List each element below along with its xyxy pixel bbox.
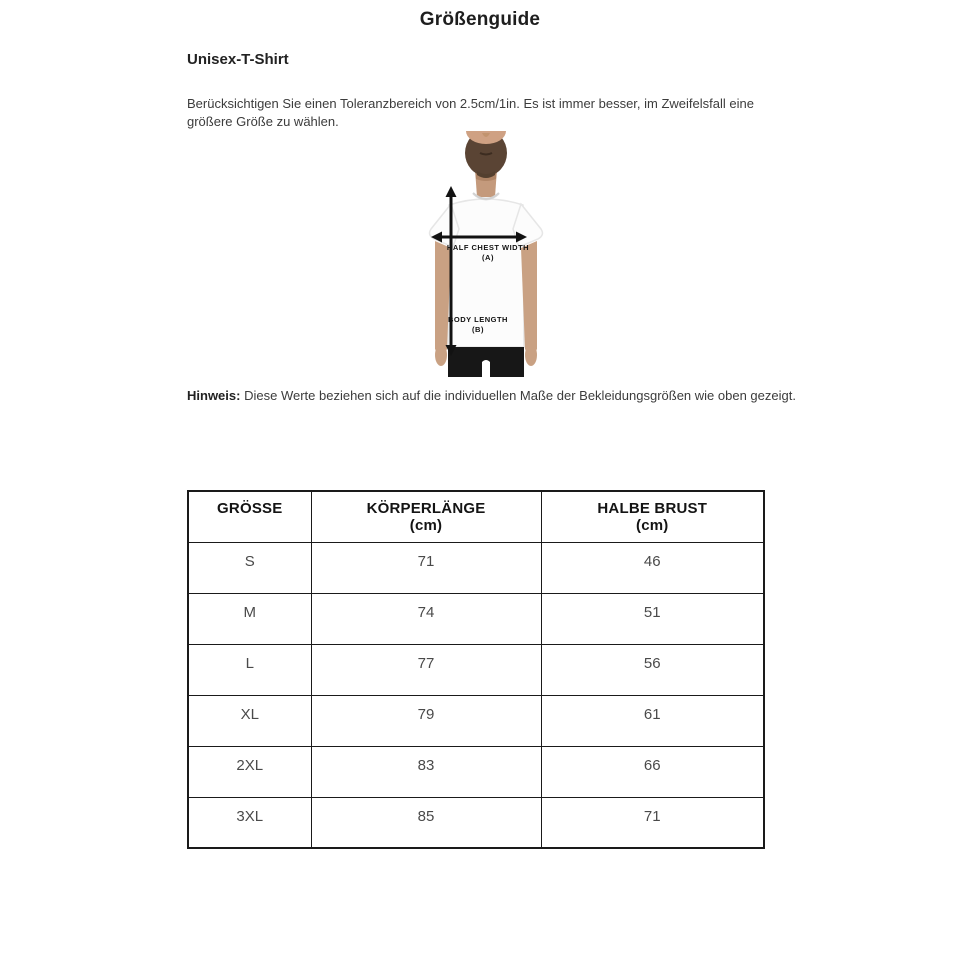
table-row [188, 644, 764, 695]
hint-label: Hinweis: [187, 388, 241, 403]
table-row [188, 542, 764, 593]
half-chest-cell: 66 [541, 746, 764, 797]
column-header-size [188, 491, 311, 542]
half-chest-cell: 51 [541, 593, 764, 644]
body-length-cell: 83 [311, 746, 541, 797]
size-cell: XL [188, 695, 311, 746]
tshirt-photo [387, 131, 587, 377]
body-length-cell: 77 [311, 644, 541, 695]
body-length-cell: 74 [311, 593, 541, 644]
half-chest-width-code: (A) [482, 253, 494, 262]
body-length-cell: 71 [311, 542, 541, 593]
tshirt-measurement-figure [387, 131, 587, 377]
half-chest-width-label: HALF CHEST WIDTH [446, 243, 530, 252]
column-header-size-label: GRÖSSE [217, 500, 283, 517]
page-title: Größenguide [419, 9, 541, 30]
body-length-code: (B) [472, 325, 484, 334]
size-cell: M [188, 593, 311, 644]
tolerance-note: Berücksichtigen Sie einen Toleranzbereich von 2.5cm/1in. Es ist immer besser, im Zweifelsfall eine größere Größe zu wählen. [187, 96, 754, 129]
column-header-body-length [311, 491, 541, 542]
size-cell: 2XL [188, 746, 311, 797]
half-chest-cell: 71 [541, 797, 764, 848]
hint-note [187, 387, 960, 404]
half-chest-cell: 61 [541, 695, 764, 746]
table-row [188, 746, 764, 797]
column-header-half-chest-unit: (cm) [636, 517, 669, 534]
table-row [188, 593, 764, 644]
column-header-half-chest-label: HALBE BRUST [597, 500, 708, 517]
product-title: Unisex-T-Shirt [187, 51, 289, 68]
table-header-row [188, 491, 764, 542]
size-cell: L [188, 644, 311, 695]
size-cell: S [188, 542, 311, 593]
right-hand [525, 344, 537, 366]
column-header-half-chest [541, 491, 764, 542]
half-chest-cell: 46 [541, 542, 764, 593]
column-header-body-length-label: KÖRPERLÄNGE [366, 500, 486, 517]
body-length-label: BODY LENGTH [448, 315, 508, 324]
tshirt-torso [448, 199, 524, 347]
body-length-cell: 85 [311, 797, 541, 848]
column-header-body-length-unit: (cm) [409, 517, 443, 534]
half-chest-cell: 56 [541, 644, 764, 695]
table-row [188, 695, 764, 746]
pants [448, 347, 524, 377]
hint-text: Diese Werte beziehen sich auf die individuellen Maße der Bekleidungsgrößen wie oben gezeigt. [244, 388, 796, 403]
body-length-cell: 79 [311, 695, 541, 746]
table-row [188, 797, 764, 848]
size-table [187, 490, 765, 849]
left-hand [435, 344, 447, 366]
size-cell: 3XL [188, 797, 311, 848]
